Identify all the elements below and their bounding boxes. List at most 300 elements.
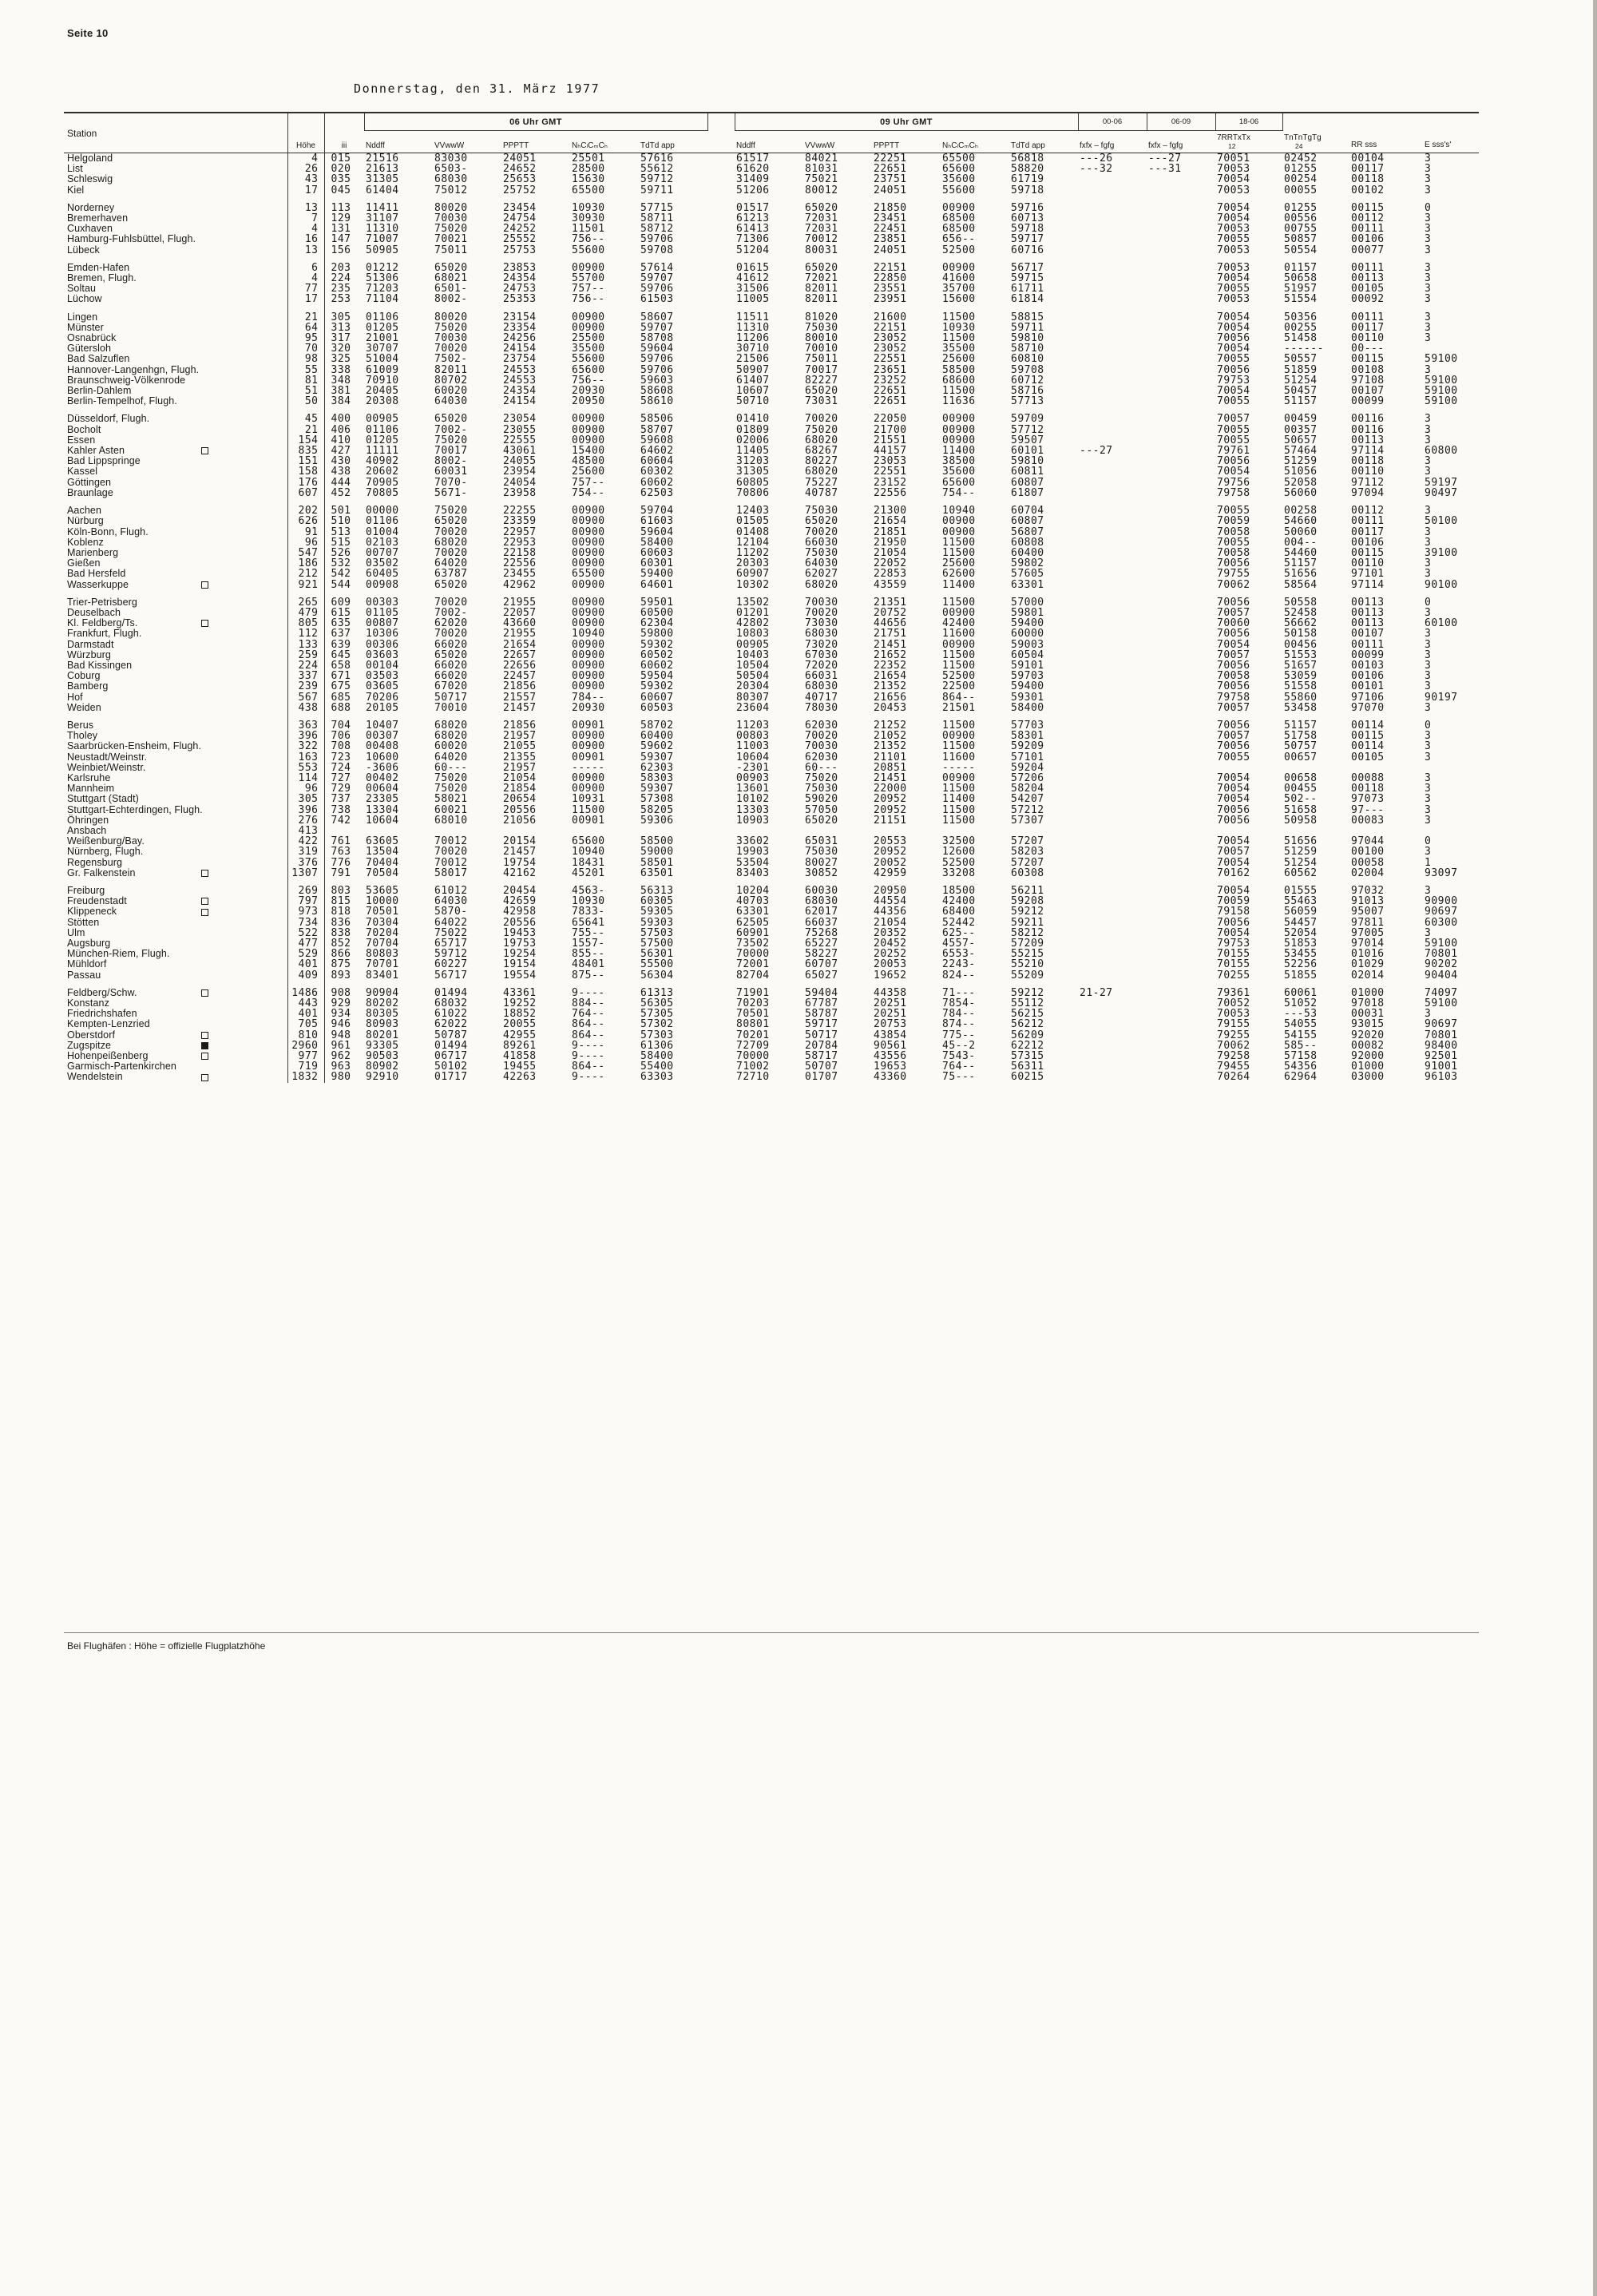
obs-09-cell: 4557-	[942, 938, 976, 950]
daily-value-cell: 79455	[1217, 1061, 1250, 1073]
station-number-cell: 729	[331, 783, 351, 795]
wind-extreme-cell	[1147, 294, 1215, 304]
obs-06-cell: 68021	[434, 272, 468, 285]
elevation-cell: 43	[287, 174, 324, 184]
wind-extreme-cell	[1078, 294, 1147, 304]
station-name-cell	[64, 580, 287, 590]
daily-value-cell: 00110	[1351, 332, 1385, 345]
group-gap-cell	[707, 375, 735, 386]
obs-06-cell: 01205	[366, 321, 399, 334]
obs-09-cell: 65600	[942, 476, 976, 489]
obs-09-cell: 01408	[736, 525, 770, 538]
daily-value-cell: 70053	[1217, 293, 1250, 306]
obs-06-cell: 56313	[640, 885, 674, 897]
table-row	[64, 516, 1479, 526]
station-name: Tholey	[67, 730, 98, 742]
wind-extreme-cell	[1147, 425, 1215, 435]
daily-value-cell: 51056	[1284, 466, 1318, 478]
daily-value-cell: 60100	[1425, 617, 1458, 630]
obs-09-cell: 00903	[736, 771, 770, 784]
group-gap-cell	[707, 805, 735, 815]
group-gap-cell	[707, 847, 735, 857]
obs-09-cell: 59711	[1011, 321, 1044, 334]
wind-extreme-cell	[1147, 273, 1215, 284]
obs-06-cell: 93305	[366, 1039, 399, 1052]
obs-06-cell: 63787	[434, 568, 468, 581]
obs-06-cell: 7002-	[434, 606, 468, 619]
daily-value-cell: 54457	[1284, 916, 1318, 929]
group-gap-cell	[707, 794, 735, 804]
station-number-cell: 444	[331, 476, 351, 489]
daily-value-cell: 00357	[1284, 423, 1318, 436]
obs-09-cell: 11500	[942, 648, 976, 661]
group-gap-cell	[707, 703, 735, 713]
station-name: Aachen	[67, 505, 101, 517]
wind-extreme-cell	[1078, 558, 1147, 569]
station-number-cell: 961	[331, 1039, 351, 1052]
daily-value-cell: 00055	[1284, 184, 1318, 196]
obs-06-cell: 60603	[640, 546, 674, 559]
elevation-cell: 13	[287, 196, 324, 213]
station-number-cell: 658	[331, 659, 351, 672]
wind-extreme-cell	[1147, 516, 1215, 526]
obs-09-cell: 22556	[874, 486, 907, 499]
wind-extreme-cell	[1078, 245, 1147, 256]
group-gap-cell	[707, 896, 735, 906]
obs-06-cell: 20930	[572, 701, 605, 714]
group-gap-cell	[707, 906, 735, 917]
station-name: Wasserkuppe	[67, 578, 129, 590]
obs-09-cell: 62505	[736, 916, 770, 929]
obs-06-cell: 00900	[572, 606, 605, 619]
daily-value-cell: 51157	[1284, 719, 1318, 732]
obs-06-cell: 51306	[366, 272, 399, 285]
daily-value-cell: 90197	[1425, 691, 1458, 704]
station-name: Gr. Falkenstein	[67, 866, 136, 878]
obs-06-cell: 01105	[366, 606, 399, 619]
daily-value-cell: 70155	[1217, 958, 1250, 971]
obs-09-cell: 40787	[805, 486, 838, 499]
table-row	[64, 836, 1479, 847]
wind-extreme-cell	[1078, 640, 1147, 650]
daily-value-cell: 3	[1425, 261, 1432, 274]
group-gap-cell	[707, 590, 735, 608]
obs-06-cell: 00900	[572, 413, 605, 426]
daily-value-cell: 3	[1425, 1008, 1432, 1021]
obs-06-cell: 25500	[572, 332, 605, 345]
group-gap-cell	[707, 365, 735, 375]
station-name: Braunschweig-Völkenrode	[67, 374, 186, 386]
obs-09-cell: 61620	[736, 163, 770, 176]
group-gap-cell	[707, 981, 735, 998]
daily-value-cell: 70059	[1217, 895, 1250, 908]
daily-value-cell: 01157	[1284, 261, 1318, 274]
daily-value-cell: 53059	[1284, 670, 1318, 683]
daily-value-cell: 00106	[1351, 670, 1385, 683]
obs-06-cell: 60---	[434, 761, 468, 774]
station-number-cell: 688	[331, 701, 351, 714]
obs-09-cell: 31409	[736, 173, 770, 186]
daily-value-cell: 00099	[1351, 648, 1385, 661]
wind-extreme-cell	[1147, 858, 1215, 868]
station-name-cell	[64, 970, 287, 981]
header-col-7rr: 7RRTxTx 12	[1215, 131, 1282, 153]
daily-value-cell: 00459	[1284, 413, 1318, 426]
obs-06-cell: 40902	[366, 455, 399, 468]
daily-value-cell: 51458	[1284, 332, 1318, 345]
obs-06-cell: 57503	[640, 926, 674, 939]
obs-09-cell: 01517	[736, 201, 770, 214]
obs-09-cell: 23951	[874, 293, 907, 306]
obs-09-cell: 75030	[805, 505, 838, 517]
obs-06-cell: 00303	[366, 596, 399, 609]
station-name: Hannover-Langenhgn, Flugh.	[67, 363, 200, 375]
daily-value-cell: 3	[1425, 525, 1432, 538]
daily-value-cell: 00106	[1351, 536, 1385, 549]
daily-value-cell: 55860	[1284, 691, 1318, 704]
wind-extreme-cell	[1147, 650, 1215, 660]
obs-09-cell: 19653	[874, 1061, 907, 1073]
group-gap-cell	[707, 773, 735, 783]
wind-extreme-cell	[1078, 234, 1147, 244]
table-row	[64, 478, 1479, 488]
wind-extreme-cell	[1147, 284, 1215, 294]
daily-value-cell: 70801	[1425, 1029, 1458, 1041]
obs-09-cell: 66030	[805, 536, 838, 549]
obs-06-cell: 60021	[434, 803, 468, 816]
obs-06-cell: 66020	[434, 670, 468, 683]
obs-09-cell: 11005	[736, 293, 770, 306]
wind-extreme-cell	[1147, 826, 1215, 836]
obs-06-cell: 58021	[434, 793, 468, 806]
obs-09-cell: 70000	[736, 1050, 770, 1063]
table-row	[64, 284, 1479, 294]
daily-value-cell: 00103	[1351, 659, 1385, 672]
station-name: Weiden	[67, 701, 101, 713]
group-gap-cell	[707, 386, 735, 396]
wind-extreme-cell	[1147, 580, 1215, 590]
obs-09-cell: 58204	[1011, 783, 1044, 795]
elevation-cell: 4	[287, 153, 324, 165]
obs-06-cell: 9----	[572, 1039, 605, 1052]
station-name: Stötten	[67, 916, 100, 928]
obs-09-cell: 35500	[942, 343, 976, 355]
station-number-cell: 452	[331, 486, 351, 499]
group-gap-cell	[707, 836, 735, 847]
table-row	[64, 375, 1479, 386]
station-name-cell	[64, 305, 287, 323]
elevation-cell: 224	[287, 660, 324, 671]
obs-09-cell: 59507	[1011, 434, 1044, 446]
station-number-cell: 381	[331, 385, 351, 398]
obs-09-cell: 55600	[942, 184, 976, 196]
header-hoehe: Höhe	[287, 113, 324, 153]
elevation-cell: 163	[287, 752, 324, 763]
group-gap-cell	[707, 618, 735, 629]
obs-09-cell: 59209	[1011, 740, 1044, 753]
obs-09-cell: 11500	[942, 546, 976, 559]
table-row	[64, 456, 1479, 466]
wind-extreme-cell	[1078, 213, 1147, 224]
obs-09-cell: 59802	[1011, 557, 1044, 570]
obs-09-cell: 21551	[874, 434, 907, 446]
daily-value-cell: 70056	[1217, 455, 1250, 468]
obs-06-cell: 60302	[640, 466, 674, 478]
station-name: Gießen	[67, 557, 101, 569]
daily-value-cell: 00092	[1351, 293, 1385, 306]
station-name: Hof	[67, 691, 83, 703]
obs-06-cell: 24553	[503, 363, 537, 376]
daily-value-cell: 70055	[1217, 283, 1250, 295]
station-name-cell	[64, 703, 287, 713]
obs-06-cell: 70020	[434, 343, 468, 355]
wind-extreme-cell: ---32	[1080, 163, 1113, 176]
daily-value-cell: 585--	[1284, 1039, 1318, 1052]
obs-09-cell: 00900	[942, 771, 976, 784]
daily-value-cell: 79755	[1217, 568, 1250, 581]
daily-value-cell: 97018	[1351, 997, 1385, 1010]
station-name: Bad Salzuflen	[67, 353, 130, 365]
station-number-cell: 532	[331, 557, 351, 570]
daily-value-cell: 97014	[1351, 938, 1385, 950]
obs-06-cell: 57500	[640, 938, 674, 950]
daily-value-cell: 52054	[1284, 926, 1318, 939]
daily-value-cell: 70056	[1217, 596, 1250, 609]
obs-09-cell: 20053	[874, 958, 907, 971]
daily-value-cell: 59100	[1425, 395, 1458, 408]
daily-value-cell: 56060	[1284, 486, 1318, 499]
wind-extreme-cell	[1078, 692, 1147, 703]
wind-extreme-cell	[1147, 558, 1215, 569]
daily-value-cell: 00117	[1351, 163, 1385, 176]
obs-06-cell: 59608	[640, 434, 674, 446]
obs-06-cell: 00000	[366, 505, 399, 517]
header-col-clouds-06: NₕCₗCₘCₕ	[570, 131, 639, 153]
elevation-cell: 259	[287, 650, 324, 660]
obs-09-cell: 23604	[736, 701, 770, 714]
table-row	[64, 713, 1479, 731]
daily-value-cell: 00255	[1284, 321, 1318, 334]
elevation-cell: 13	[287, 245, 324, 256]
obs-09-cell: 41612	[736, 272, 770, 285]
obs-09-cell: 68020	[805, 578, 838, 591]
obs-09-cell: 10903	[736, 814, 770, 827]
daily-value-cell: 3	[1425, 311, 1432, 323]
table-row	[64, 174, 1479, 184]
obs-09-cell: 33602	[736, 835, 770, 848]
wind-extreme-cell	[1147, 305, 1215, 323]
obs-06-cell: 24154	[503, 343, 537, 355]
obs-06-cell: 70020	[434, 546, 468, 559]
obs-09-cell: -2301	[736, 761, 770, 774]
table-row	[64, 527, 1479, 537]
obs-09-cell: 82704	[736, 969, 770, 981]
obs-09-cell: 23651	[874, 363, 907, 376]
obs-06-cell: 855--	[572, 948, 605, 961]
elevation-cell: 413	[287, 826, 324, 836]
daily-value-cell: 98400	[1425, 1039, 1458, 1052]
obs-06-cell: 23054	[503, 413, 537, 426]
obs-06-cell: 7070-	[434, 476, 468, 489]
obs-06-cell: 00900	[572, 525, 605, 538]
elevation-cell: 186	[287, 558, 324, 569]
elevation-cell: 133	[287, 640, 324, 650]
station-name: Bad Lippspringe	[67, 455, 141, 467]
wind-extreme-cell	[1147, 1061, 1215, 1072]
daily-value-cell: 00116	[1351, 423, 1385, 436]
wind-extreme-cell	[1078, 305, 1147, 323]
obs-09-cell: 75227	[805, 476, 838, 489]
obs-09-cell: 11600	[942, 628, 976, 640]
obs-06-cell: 68020	[434, 536, 468, 549]
daily-value-cell: 70056	[1217, 814, 1250, 827]
obs-06-cell: 13504	[366, 846, 399, 859]
wind-extreme-cell	[1078, 959, 1147, 970]
obs-06-cell: 50905	[366, 244, 399, 256]
elevation-cell: 479	[287, 608, 324, 618]
obs-09-cell: 59716	[1011, 201, 1044, 214]
station-name: Kl. Feldberg/Ts.	[67, 617, 138, 629]
obs-09-cell: 68600	[942, 374, 976, 387]
station-name: Berus	[67, 719, 94, 731]
obs-09-cell: 51206	[736, 184, 770, 196]
obs-09-cell: 784--	[942, 1008, 976, 1021]
obs-06-cell: 00900	[572, 557, 605, 570]
obs-09-cell: 22551	[874, 353, 907, 366]
table-row	[64, 224, 1479, 234]
obs-06-cell: 10407	[366, 719, 399, 732]
obs-06-cell: 59307	[640, 751, 674, 763]
obs-09-cell: 51204	[736, 244, 770, 256]
station-name: Kempten-Lenzried	[67, 1018, 150, 1030]
table-row	[64, 305, 1479, 323]
wind-extreme-cell	[1147, 783, 1215, 794]
obs-06-cell: 58303	[640, 771, 674, 784]
obs-09-cell: 22451	[874, 223, 907, 236]
table-row	[64, 196, 1479, 213]
obs-06-cell: 50717	[434, 691, 468, 704]
obs-06-cell: 56305	[640, 997, 674, 1010]
obs-09-cell: 44356	[874, 906, 907, 918]
obs-09-cell: 55112	[1011, 997, 1044, 1010]
obs-06-cell: 5870-	[434, 906, 468, 918]
obs-09-cell: 68500	[942, 212, 976, 225]
daily-value-cell: 00105	[1351, 283, 1385, 295]
obs-09-cell: 12104	[736, 536, 770, 549]
obs-06-cell: 75011	[434, 244, 468, 256]
station-name: Mühldorf	[67, 958, 107, 970]
obs-09-cell: 72710	[736, 1071, 770, 1084]
obs-09-cell: 72031	[805, 223, 838, 236]
obs-09-cell: 59212	[1011, 986, 1044, 999]
table-row	[64, 396, 1479, 406]
obs-09-cell: -----	[942, 761, 976, 774]
obs-06-cell: 30707	[366, 343, 399, 355]
wind-extreme-cell	[1147, 498, 1215, 516]
daily-value-cell: 51657	[1284, 659, 1318, 672]
station-number-cell: 934	[331, 1008, 351, 1021]
group-gap-cell	[707, 478, 735, 488]
obs-09-cell: 40703	[736, 895, 770, 908]
obs-06-cell: 58501	[640, 856, 674, 869]
elevation-cell: 797	[287, 896, 324, 906]
daily-value-cell: 01000	[1351, 986, 1385, 999]
station-name: Bremerhaven	[67, 212, 129, 224]
obs-06-cell: 70204	[366, 926, 399, 939]
obs-09-cell: 59709	[1011, 413, 1044, 426]
table-row	[64, 794, 1479, 804]
obs-06-cell: 25600	[572, 466, 605, 478]
obs-09-cell: 21052	[874, 730, 907, 743]
obs-09-cell: 60811	[1011, 466, 1044, 478]
obs-09-cell: 50504	[736, 670, 770, 683]
obs-09-cell: 58301	[1011, 730, 1044, 743]
daily-value-cell: 70055	[1217, 434, 1250, 446]
wind-extreme-cell	[1078, 763, 1147, 773]
station-number-cell: 542	[331, 568, 351, 581]
wind-extreme-cell	[1078, 1030, 1147, 1041]
obs-09-cell: 70030	[805, 596, 838, 609]
daily-value-cell: 00556	[1284, 212, 1318, 225]
obs-06-cell: 00307	[366, 730, 399, 743]
group-gap-cell	[707, 234, 735, 244]
elevation-cell: 810	[287, 1030, 324, 1041]
station-number-cell: 113	[331, 201, 351, 214]
obs-09-cell: 57050	[805, 803, 838, 816]
obs-09-cell: 58203	[1011, 846, 1044, 859]
daily-value-cell: 50557	[1284, 353, 1318, 366]
obs-09-cell: 02006	[736, 434, 770, 446]
elevation-cell: 337	[287, 671, 324, 681]
table-row	[64, 815, 1479, 826]
daily-value-cell: 70062	[1217, 578, 1250, 591]
station-number-cell: 706	[331, 730, 351, 743]
obs-09-cell: 65031	[805, 835, 838, 848]
elevation-cell: 158	[287, 466, 324, 477]
elevation-cell: 96	[287, 783, 324, 794]
obs-09-cell: 70501	[736, 1008, 770, 1021]
station-name: Neustadt/Weinstr.	[67, 751, 148, 763]
wind-extreme-cell	[1078, 185, 1147, 196]
obs-06-cell: 20405	[366, 385, 399, 398]
wind-extreme-cell	[1147, 618, 1215, 629]
daily-value-cell: 00455	[1284, 783, 1318, 795]
daily-value-cell: 70056	[1217, 916, 1250, 929]
wind-extreme-cell	[1078, 516, 1147, 526]
obs-09-cell: 10803	[736, 628, 770, 640]
group-gap-cell	[707, 435, 735, 446]
obs-09-cell: 64030	[805, 557, 838, 570]
daily-value-cell: 97114	[1351, 445, 1385, 458]
obs-06-cell: 60500	[640, 606, 674, 619]
obs-09-cell: 81020	[805, 311, 838, 323]
station-number-cell: 384	[331, 395, 351, 408]
obs-06-cell: 55600	[572, 353, 605, 366]
daily-value-cell: 3	[1425, 212, 1432, 225]
group-gap-cell	[707, 640, 735, 650]
obs-06-cell: 25501	[572, 153, 605, 165]
station-name: Lübeck	[67, 244, 100, 256]
station-name: Helgoland	[67, 153, 113, 164]
station-number-cell: 946	[331, 1018, 351, 1031]
daily-value-cell: 70059	[1217, 515, 1250, 528]
elevation-cell: 239	[287, 681, 324, 692]
wind-extreme-cell	[1078, 406, 1147, 424]
station-name-cell	[64, 981, 287, 998]
obs-06-cell: 6501-	[434, 283, 468, 295]
daily-value-cell: 79758	[1217, 486, 1250, 499]
obs-09-cell: 44656	[874, 617, 907, 630]
